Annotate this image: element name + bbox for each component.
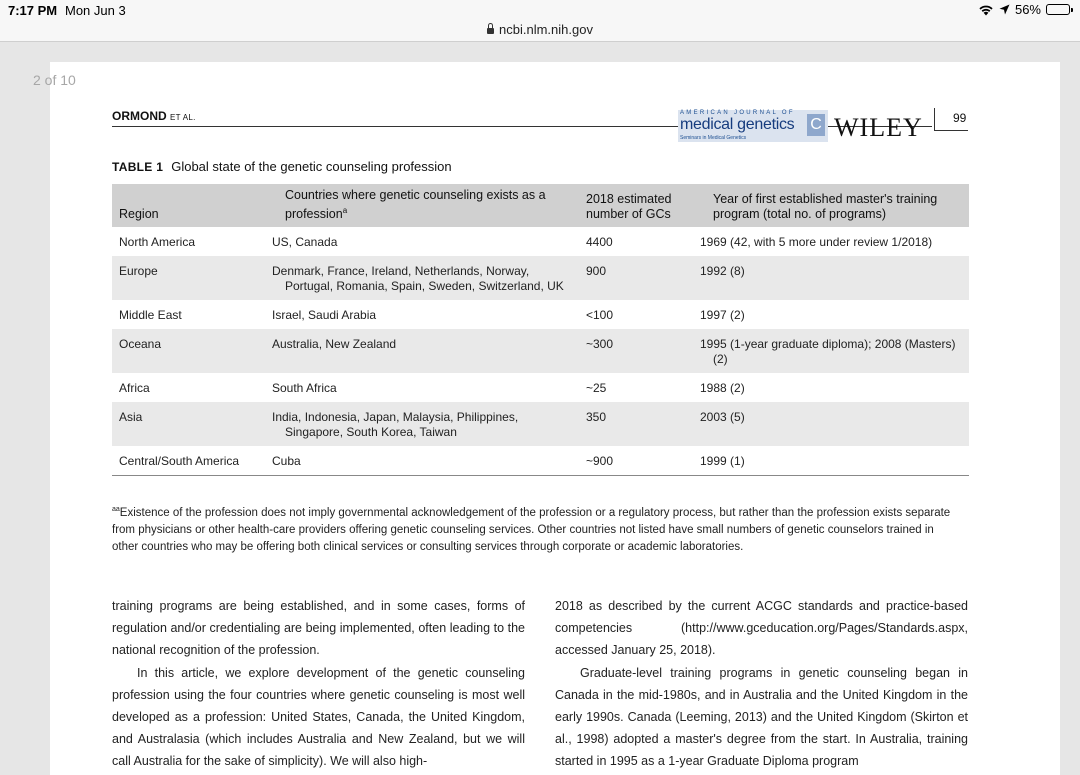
- header-countries-text: Countries where genetic counseling exists as a profession: [285, 188, 546, 222]
- page-indicator: 2 of 10: [33, 72, 76, 88]
- wifi-icon: [978, 4, 994, 16]
- cell-region: Europe: [112, 256, 278, 300]
- cell-gcs: 900: [579, 256, 706, 300]
- cell-region: Central/South America: [112, 446, 278, 476]
- status-date: Mon Jun 3: [65, 3, 126, 18]
- running-head: [112, 109, 196, 123]
- battery-icon: [1046, 4, 1070, 15]
- header-year: Year of first established master's training program (total no. of programs): [706, 184, 969, 227]
- table-caption-label: TABLE 1: [112, 160, 164, 174]
- footnote-text: Existence of the profession does not imply governmental acknowledgement of the profession or a regulatory process, but rather than the profession exists separate from physicians or other health-care providers offering genetic counseling services. Other countries not listed have small numbers of genetic counselors trained in other countries who may be offering both clinical services or consulting services through corporate or academic laboratories.: [112, 506, 951, 553]
- header-page-underline: [934, 130, 968, 131]
- cell-year: 2003 (5): [706, 402, 969, 446]
- cell-region: Middle East: [119, 308, 182, 323]
- journal-logo-top: AMERICAN JOURNAL OF: [680, 110, 795, 116]
- table-caption-text: Global state of the genetic counseling profession: [171, 159, 452, 174]
- location-arrow-icon: [999, 4, 1010, 15]
- cell-year: 1995 (1-year graduate diploma); 2008 (Masters) (2): [706, 329, 969, 373]
- url-text: ncbi.nlm.nih.gov: [499, 22, 593, 37]
- body-column-right: [555, 595, 968, 773]
- paragraph: Graduate-level training programs in genetic counseling began in Canada in the mid-1980s, and in Australia and the United Kingdom in the early 1990s. Canada (Leeming, 2013) and the United Kingdom (Skirton et al., 1998) adopted a master's degree from the start. In Australia, training started in 1995 as a 1-year Graduate Diploma program: [555, 665, 968, 769]
- pdf-page[interactable]: [50, 62, 1060, 775]
- address-bar[interactable]: [0, 20, 1080, 42]
- cell-gcs: <100: [586, 308, 614, 323]
- cell-countries: Cuba: [278, 446, 579, 476]
- table-row: [112, 402, 969, 446]
- status-time: 7:17 PM: [8, 3, 58, 18]
- cell-gcs: ~900: [579, 446, 706, 476]
- cell-region: Asia: [112, 402, 278, 446]
- table-row: [112, 300, 969, 329]
- journal-seal: C: [807, 114, 825, 136]
- table-footnote: [112, 501, 962, 556]
- table-row: [112, 227, 969, 256]
- header-footnote-mark: a: [342, 206, 348, 215]
- cell-region: Africa: [119, 381, 150, 396]
- table-row: [112, 373, 969, 402]
- cell-gcs: ~300: [579, 329, 706, 373]
- cell-year: 1999 (1): [706, 446, 969, 476]
- journal-logo-name: medical genetics: [680, 116, 795, 133]
- table-row: [112, 329, 969, 373]
- cell-region: North America: [119, 235, 196, 250]
- table-row: [112, 446, 969, 476]
- cell-gcs: 350: [579, 402, 706, 446]
- status-bar: [0, 0, 1080, 20]
- cell-countries: Israel, Saudi Arabia: [272, 308, 377, 323]
- battery-percent: 56%: [1014, 2, 1041, 17]
- publisher-logo: WILEY: [834, 113, 923, 142]
- running-head-authors: ORMOND: [112, 109, 167, 123]
- url-display[interactable]: [0, 22, 1080, 37]
- body-column-left: [112, 595, 525, 773]
- header-page-divider: [934, 108, 935, 131]
- cell-year: 1992 (8): [706, 256, 969, 300]
- cell-year: 1997 (2): [700, 308, 745, 323]
- cell-countries: Denmark, France, Ireland, Netherlands, Norway, Portugal, Romania, Spain, Sweden, Switzerland, UK: [278, 256, 579, 300]
- cell-countries: Australia, New Zealand: [278, 329, 579, 373]
- table-caption: [112, 159, 452, 174]
- header-countries: [278, 184, 579, 227]
- cell-countries: US, Canada: [272, 235, 338, 250]
- data-table: [112, 184, 969, 476]
- table-row: [112, 256, 969, 300]
- cell-gcs: ~25: [586, 381, 607, 396]
- cell-year: 1988 (2): [700, 381, 745, 396]
- cell-year: 1969 (42, with 5 more under review 1/2018): [700, 235, 933, 250]
- journal-logo: [678, 110, 828, 142]
- lock-icon: [487, 28, 494, 34]
- journal-logo-sub: Seminars in Medical Genetics: [680, 135, 747, 141]
- running-head-etal: ET AL.: [170, 113, 196, 122]
- cell-gcs: 4400: [586, 235, 613, 250]
- table-header-row: [112, 184, 969, 227]
- cell-countries: India, Indonesia, Japan, Malaysia, Philippines, Singapore, South Korea, Taiwan: [278, 402, 579, 446]
- cell-region: Oceana: [112, 329, 278, 373]
- status-indicators: [978, 2, 1070, 17]
- paragraph: In this article, we explore development of the genetic counseling profession using the four countries where genetic counseling is most well developed as a profession: United States, Canada, the United Kingdom, and Australasia (which includes Australia and New Zealand, but we will call Australia for the sake of simplicity). We will also high-: [112, 665, 525, 769]
- footnote-mark: aa: [112, 506, 120, 513]
- header-gcs: 2018 estimated number of GCs: [579, 184, 706, 227]
- cell-countries: South Africa: [272, 381, 337, 396]
- page-number: 99: [953, 111, 967, 125]
- header-region: Region: [112, 184, 278, 227]
- paragraph: training programs are being established, and in some cases, forms of regulation and/or credentialing are being implemented, often leading to the national recognition of the profession.: [112, 599, 525, 658]
- paragraph: 2018 as described by the current ACGC standards and practice-based competencies (http://www.gceducation.org/Pages/Standards.aspx, accessed January 25, 2018).: [555, 599, 968, 658]
